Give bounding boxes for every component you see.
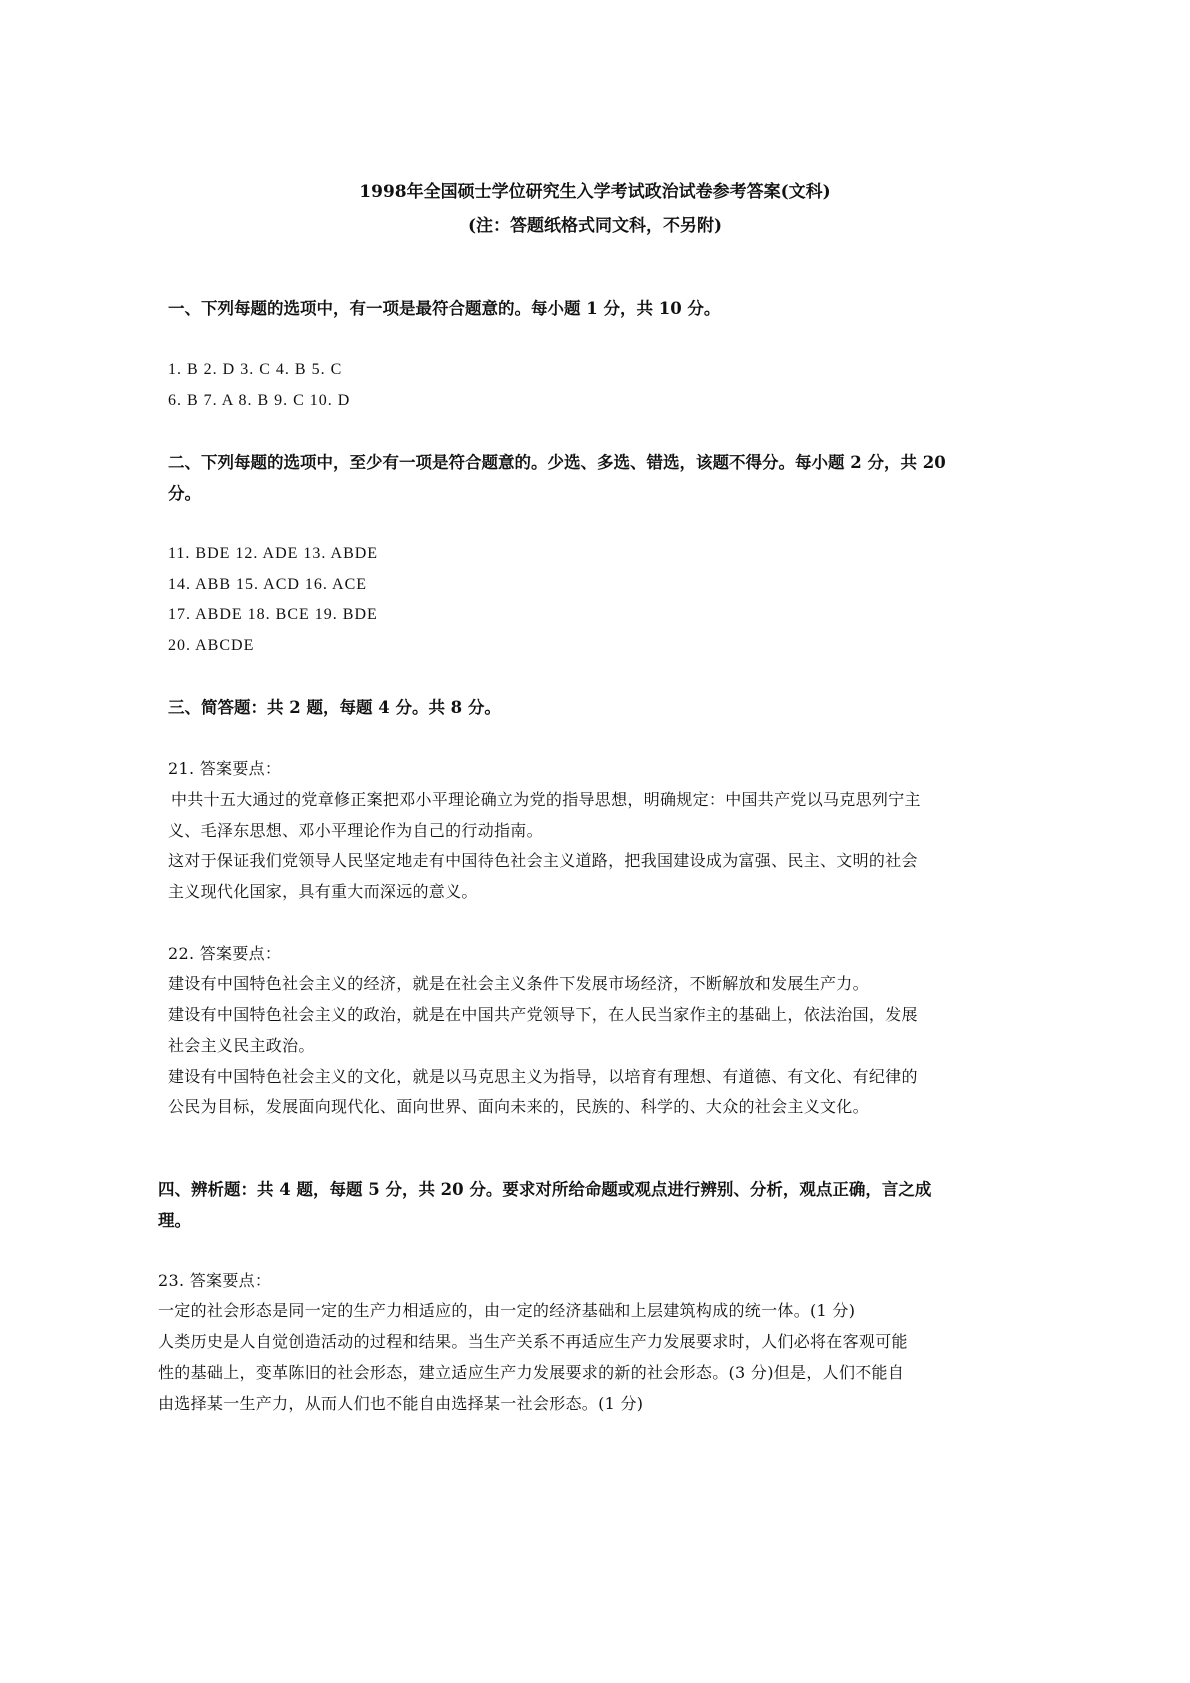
q23-label: 23. 答案要点： [158, 1271, 272, 1290]
s1-answer-line: 6. B 7. A 8. B 9. C 10. D [168, 392, 351, 409]
section-1-heading: 一、下列每题的选项中，有一项是最符合题意的。每小题 1 分，共 10 分。 [168, 299, 721, 318]
q22-text-line: 建设有中国特色社会主义的经济，就是在社会主义条件下发展市场经济，不断解放和发展生产力。 [168, 974, 869, 993]
q21-text-line: 义、毛泽东思想、邓小平理论作为自己的行动指南。 [168, 821, 543, 840]
section-4-heading-cont: 理。 [158, 1211, 191, 1230]
q21-label: 21. 答案要点： [168, 759, 282, 778]
s2-answer-line: 11. BDE 12. ADE 13. ABDE [168, 545, 379, 562]
q23-text-line: 性的基础上，变革陈旧的社会形态，建立适应生产力发展要求的新的社会形态。(3 分)但是，人们不能自 [158, 1363, 905, 1382]
q23-text-line: 人类历史是人自觉创造活动的过程和结果。当生产关系不再适应生产力发展要求时，人们必将在客观可能 [158, 1332, 908, 1351]
q22-text-line: 社会主义民主政治。 [168, 1036, 315, 1055]
q23-text-line: 一定的社会形态是同一定的生产力相适应的，由一定的经济基础和上层建筑构成的统一体。(1 分) [158, 1301, 856, 1320]
s1-answer-line: 1. B 2. D 3. C 4. B 5. C [168, 361, 343, 378]
s2-answer-line: 17. ABDE 18. BCE 19. BDE [168, 606, 378, 623]
q21-text-line: 中共十五大通过的党章修正案把邓小平理论确立为党的指导思想，明确规定：中国共产党以马克思列宁主 [171, 790, 921, 809]
q21-text-line: 这对于保证我们党领导人民坚定地走有中国待色社会主义道路，把我国建设成为富强、民主、文明的社会 [168, 851, 918, 870]
section-4-heading: 四、辨析题：共 4 题，每题 5 分，共 20 分。要求对所给命题或观点进行辨别、分析，观点正确，言之成 [158, 1180, 932, 1199]
section-2-heading: 二、下列每题的选项中，至少有一项是符合题意的。少选、多选、错选，该题不得分。每小题 2 分，共 20 [168, 453, 946, 472]
q22-text-line: 建设有中国特色社会主义的政治，就是在中国共产党领导下，在人民当家作主的基础上，依法治国，发展 [168, 1005, 918, 1024]
section-2-heading-cont: 分。 [168, 484, 201, 503]
page-title: 1998年全国硕士学位研究生入学考试政治试卷参考答案(文科) [359, 182, 831, 202]
s2-answer-line: 20. ABCDE [168, 637, 255, 654]
page-subtitle: (注：答题纸格式同文科，不另附) [467, 216, 723, 236]
q22-text-line: 建设有中国特色社会主义的文化，就是以马克思主义为指导，以培育有理想、有道德、有文化、有纪律的 [168, 1067, 918, 1086]
section-3-heading: 三、简答题：共 2 题，每题 4 分。共 8 分。 [168, 698, 501, 717]
q22-label: 22. 答案要点： [168, 944, 282, 963]
q22-text-line: 公民为目标，发展面向现代化、面向世界、面向未来的，民族的、科学的、大众的社会主义文化。 [168, 1097, 869, 1116]
q21-text-line: 主义现代化国家，具有重大而深远的意义。 [168, 882, 478, 901]
q23-text-line: 由选择某一生产力，从而人们也不能自由选择某一社会形态。(1 分) [158, 1394, 644, 1413]
s2-answer-line: 14. ABB 15. ACD 16. ACE [168, 576, 368, 593]
